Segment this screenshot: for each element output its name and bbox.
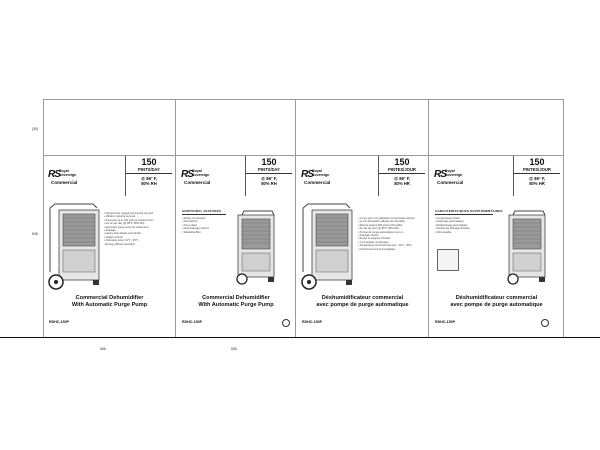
feature-list: • Compresseur rotatif • Dégivrage automatique • Redémarrage automatique • Options de drainage doubles • Filtre lavable — [435, 217, 493, 234]
logo-subline: Commercial — [304, 180, 331, 185]
logo-rs: RS — [301, 169, 313, 180]
model-number: RDHC-150P — [49, 320, 69, 324]
dehumidifier-illustration — [300, 202, 358, 290]
logo-brand: Royal Sovereign — [192, 169, 210, 177]
capacity-value: 150 — [141, 157, 157, 167]
dehumidifier-illustration — [232, 209, 280, 287]
capacity-unit: PINTS/DAY — [246, 167, 292, 174]
dehumidifier-illustration — [503, 209, 551, 287]
detail-inset-image — [437, 249, 459, 271]
certification-mark — [541, 319, 549, 327]
product-title: Commercial Dehumidifier With Automatic Purge Pump — [198, 295, 274, 308]
capacity-spec — [126, 156, 172, 186]
logo-rs: RS — [181, 169, 193, 180]
brand-logo — [301, 169, 341, 185]
capacity-unit: PINTES/JOUR — [514, 167, 560, 174]
product-title: Commercial Dehumidifier With Automatic Purge Pump — [71, 295, 148, 308]
logo-brand: Royal Sovereign — [445, 169, 463, 177]
capacity-spec — [246, 156, 292, 186]
box-panel-side-en — [176, 99, 296, 337]
logo-brand: Royal Sovereign — [59, 169, 77, 177]
capacity-value: 150 — [394, 157, 410, 167]
capacity-condition: @ 86° F, 80% RH — [261, 176, 277, 187]
capacity-value: 150 — [261, 157, 277, 167]
capacity-unit: PINTS/DAY — [126, 167, 172, 174]
heading-rule — [182, 214, 226, 215]
brand-logo — [48, 169, 88, 185]
brand-logo — [181, 169, 221, 185]
additional-features-heading: CARACTÉRISTIQUES SUPPLÉMENTAIRES — [435, 209, 503, 213]
feature-list: • Conçu pour une utilisation commerciale robuste • et une élimination efficace de l'humidité • Élimine jusqu'à 150 pintes d'humidité • de l'air par jour (@ 86°F, 80% HR) • Pompe de purge automatique pour un • drainage continu • Roues et poignée robustes • Commandes numériques • Température de fonctionnement : 41°F - 95°F • Fonctionnement éconergétique — [358, 217, 422, 251]
capacity-spec — [514, 156, 560, 186]
feature-list: • Designed for rugged commercial use and • efficient moisture removal • Removes up to 150 pints of moisture from • the air per day (@ 86°F, 80% RH) • Automatic purge pump for continuous • drainage • Heavy-duty wheels and handle • Digital controls • Operating temp: 41°F - 95°F • Energy efficient operation — [104, 212, 166, 246]
product-title: Déshumidificateur commercial avec pompe de purge automatique — [450, 295, 543, 308]
box-panel-front-en — [43, 99, 176, 337]
logo-rs: RS — [48, 169, 60, 180]
logo-subline: Commercial — [51, 180, 78, 185]
dimension-mark: 555 — [231, 347, 237, 351]
capacity-condition: @ 86° F, 80% RH — [141, 176, 157, 187]
logo-subline: Commercial — [184, 180, 211, 185]
dieline-bottom-fold — [0, 337, 600, 338]
capacity-value: 150 — [529, 157, 545, 167]
capacity-condition: @ 86° F, 80% HR — [529, 176, 545, 187]
model-number: RDHC-150P — [302, 320, 322, 324]
dimension-mark: 808 — [32, 232, 38, 236]
dimension-mark: (30) — [32, 127, 39, 131]
dehumidifier-illustration — [47, 202, 105, 290]
logo-subline: Commercial — [437, 180, 464, 185]
box-panel-front-fr — [296, 99, 429, 337]
dimension-mark: 666 — [100, 347, 106, 351]
certification-mark — [282, 319, 290, 327]
model-number: RDHC-150P — [435, 320, 455, 324]
capacity-unit: PINTES/JOUR — [379, 167, 425, 174]
brand-logo — [434, 169, 474, 185]
product-title: Déshumidificateur commercial avec pompe de purge automatique — [316, 295, 409, 308]
capacity-spec — [379, 156, 425, 186]
logo-rs: RS — [434, 169, 446, 180]
model-number: RDHC-150P — [182, 320, 202, 324]
additional-features-heading: ADDITIONAL FEATURES — [182, 209, 222, 213]
logo-brand: Royal Sovereign — [312, 169, 330, 177]
capacity-condition: @ 86° F, 80% HR — [394, 176, 410, 187]
feature-list: • Rotary compressor • Auto defrost • Auto restart • Dual drainage options • Washable filter — [182, 217, 230, 234]
box-panel-side-fr — [429, 99, 564, 337]
heading-rule — [435, 214, 493, 215]
